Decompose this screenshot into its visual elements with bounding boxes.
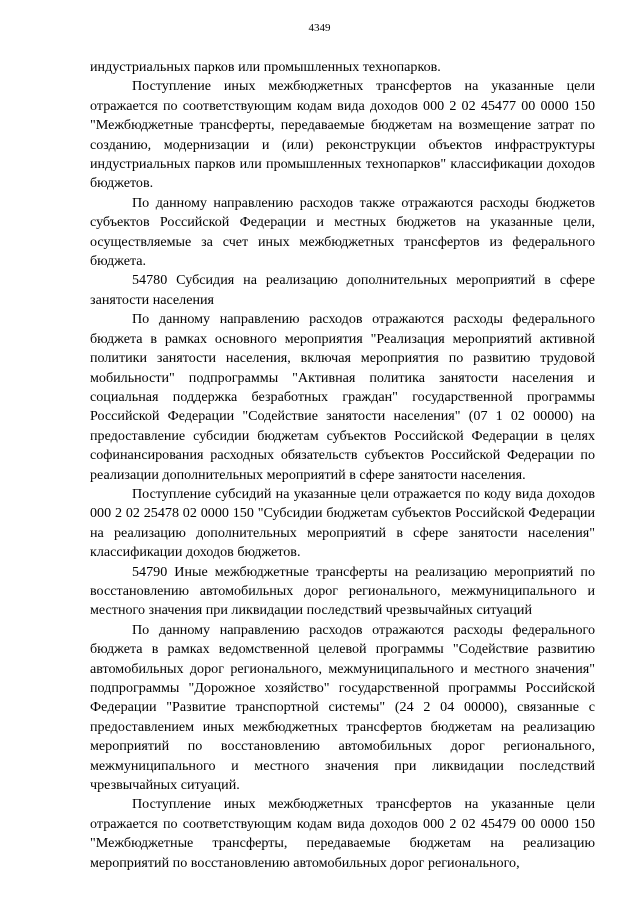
paragraph: По данному направлению расходов также отражаются расходы бюджетов субъектов Российской Федерации и местных бюджетов на указанные цели, осуществляемые за счет иных межбюджетных трансфертов из федерального бюджета. (90, 194, 595, 270)
paragraph: Поступление иных межбюджетных трансфертов на указанные цели отражается по соответствующим кодам вида доходов 000 2 02 45479 00 0000 150 "Межбюджетные трансферты, передаваемые бюджетам на реализацию мероприятий по восстановлению автомобильных дорог регионального, (90, 796, 595, 871)
paragraph-continuation: индустриальных парков или промышленных технопарков. (90, 59, 441, 75)
document-body (90, 58, 595, 873)
section-heading: 54780 Субсидия на реализацию дополнительных мероприятий в сфере занятости населения (90, 272, 595, 308)
section-heading: 54790 Иные межбюджетные трансферты на реализацию мероприятий по восстановлению автомобильных дорог регионального, межмуниципального и местного значения при ликвидации последствий чрезвычайных ситуаций (90, 563, 595, 619)
paragraph: По данному направлению расходов отражаются расходы федерального бюджета в рамках ведомственной целевой программы "Содействие развитию автомобильных дорог регионального, межмуниципального и местного значения" подпрограммы "Дорожное хозяйство" государственной программы Российской Федерации "Развитие транспортной системы" (24 2 04 00000), связанные с предоставлением иных межбюджетных трансфертов бюджетам на реализацию мероприятий по восстановлению автомобильных дорог регионального, межмуниципального и местного значения при ликвидации последствий чрезвычайных ситуаций. (90, 621, 595, 794)
page-number: 4349 (308, 22, 331, 34)
paragraph: Поступление субсидий на указанные цели отражается по коду вида доходов 000 2 02 25478 02 0000 150 "Субсидии бюджетам субъектов Российской Федерации на реализацию дополнительных мероприятий в сфере занятости населения" классификации доходов бюджетов. (90, 485, 595, 561)
paragraph: По данному направлению расходов отражаются расходы федерального бюджета в рамках основного мероприятия "Реализация мероприятий активной политики занятости населения, включая мероприятия по развитию трудовой мобильности" подпрограммы "Активная политика занятости населения и социальная поддержка безработных граждан" государственной программы Российской Федерации "Содействие занятости населения" (07 1 02 00000) на предоставление субсидии бюджетам субъектов Российской Федерации в целях софинансирования расходных обязательств субъектов Российской Федерации по реализации дополнительных мероприятий в сфере занятости населения. (90, 311, 595, 483)
paragraph: Поступление иных межбюджетных трансфертов на указанные цели отражается по соответствующим кодам вида доходов 000 2 02 45477 00 0000 150 "Межбюджетные трансферты, передаваемые бюджетам на возмещение затрат по созданию, модернизации и (или) реконструкции объектов инфраструктуры индустриальных парков или промышленных технопарков" классификации доходов бюджетов. (90, 78, 595, 192)
